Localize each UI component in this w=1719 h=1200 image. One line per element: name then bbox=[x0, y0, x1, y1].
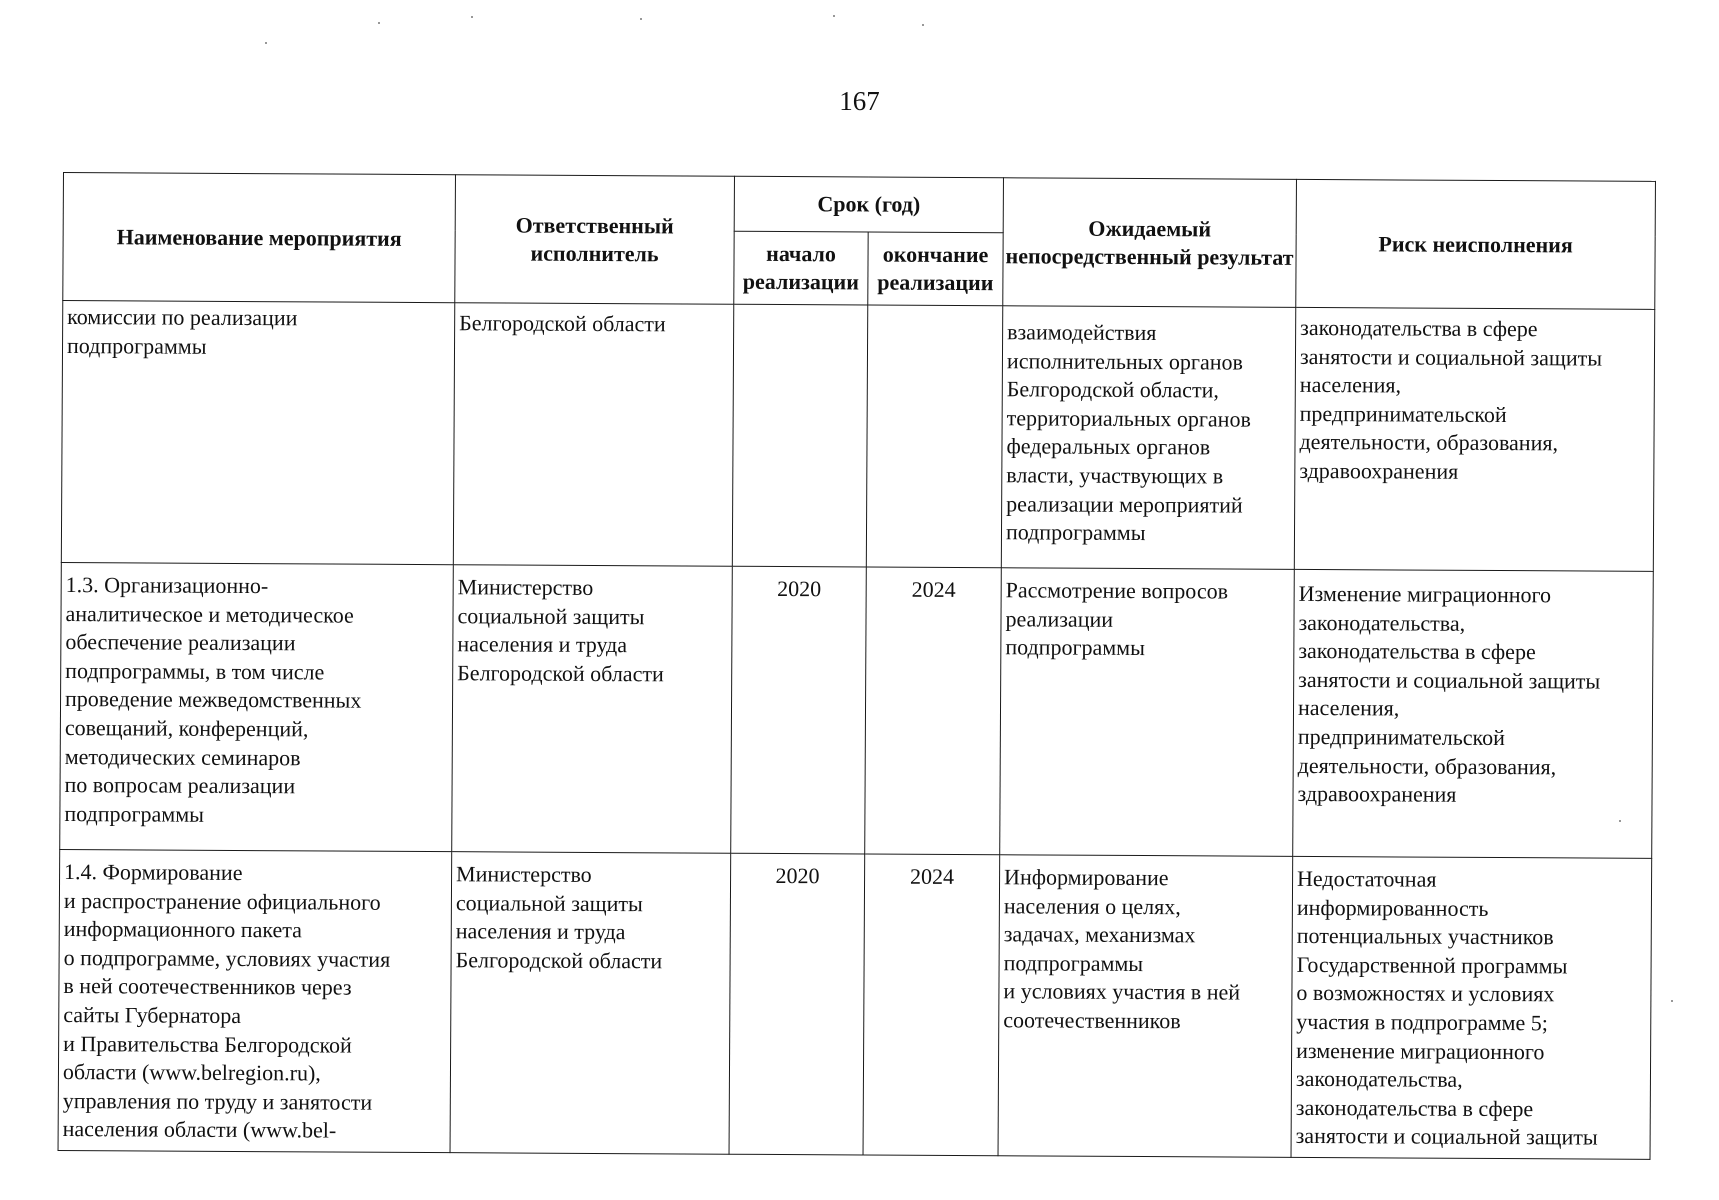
header-executor: Ответственный исполнитель bbox=[455, 175, 735, 305]
header-start: начало реализации bbox=[734, 231, 868, 305]
cell-start bbox=[732, 304, 867, 567]
page-number: 167 bbox=[839, 86, 880, 116]
header-name: Наименование мероприятия bbox=[63, 173, 456, 303]
cell-name: 1.4. Формирование и распространение официального информационного пакета о подпрограмме, условиях участия в ней соотечественников через сайты Губернатора и Правительства Белгородской области (www.belregion.ru), управления по труду и занятости населения области (www.bel- bbox=[58, 849, 452, 1152]
measures-table bbox=[58, 172, 1656, 1160]
scan-speck bbox=[265, 42, 267, 44]
scan-speck bbox=[471, 16, 473, 18]
header-risk: Риск неисполнения bbox=[1296, 179, 1656, 309]
cell-executor: Министерство социальной защиты населения и труда Белгородской области bbox=[450, 852, 731, 1154]
cell-executor: Министерство социальной защиты населения и труда Белгородской области bbox=[452, 565, 733, 854]
cell-end: 2024 bbox=[865, 567, 1002, 855]
cell-result: Информирование населения о целях, задачах, механизмах подпрограммы и условиях участия в ней соотечественников bbox=[998, 855, 1293, 1158]
table-row bbox=[61, 301, 1654, 572]
header-period: Срок (год) bbox=[734, 176, 1003, 233]
scan-speck bbox=[833, 15, 835, 17]
cell-end bbox=[866, 305, 1002, 568]
table-row bbox=[60, 562, 1654, 858]
cell-result: Рассмотрение вопросов реализации подпрограммы bbox=[1000, 568, 1295, 857]
cell-result: взаимодействия исполнительных органов Белгородской области, территориальных органов федеральных органов власти, участвующих в реализации мероприятий подпрограммы bbox=[1001, 306, 1295, 570]
scan-speck bbox=[1671, 1000, 1673, 1002]
scan-speck bbox=[378, 22, 380, 24]
cell-end: 2024 bbox=[863, 854, 1000, 1156]
cell-name: комиссии по реализации подпрограммы bbox=[61, 301, 454, 565]
scan-speck bbox=[922, 24, 924, 26]
table-row bbox=[58, 849, 1652, 1159]
cell-start: 2020 bbox=[731, 566, 867, 854]
cell-risk: законодательства в сфере занятости и социальной защиты населения, предпринимательской деятельности, образования, здравоохранения bbox=[1294, 307, 1654, 571]
cell-name: 1.3. Организационно- аналитическое и методическое обеспечение реализации подпрограммы, в том числе проведение межведомственных совещаний, конференций, методических семинаров по вопросам реализации подпрограммы bbox=[60, 562, 454, 851]
cell-start: 2020 bbox=[729, 853, 865, 1155]
cell-executor: Белгородской области bbox=[453, 303, 733, 567]
cell-risk: Изменение миграционного законодательства, законодательства в сфере занятости и социальной защиты населения, предпринимательской деятельности, образования, здравоохранения bbox=[1293, 569, 1654, 858]
cell-risk: Недостаточная информированность потенциальных участников Государственной программы о возможностях и условиях участия в подпрограмме 5; изменение миграционного законодательства, законодательства в сфере занятости и социальной защиты bbox=[1291, 856, 1652, 1159]
header-end: окончание реализации bbox=[868, 232, 1003, 306]
scan-speck bbox=[640, 18, 642, 20]
header-row bbox=[63, 173, 1655, 237]
header-result: Ожидаемый непосредственный результат bbox=[1003, 178, 1297, 308]
